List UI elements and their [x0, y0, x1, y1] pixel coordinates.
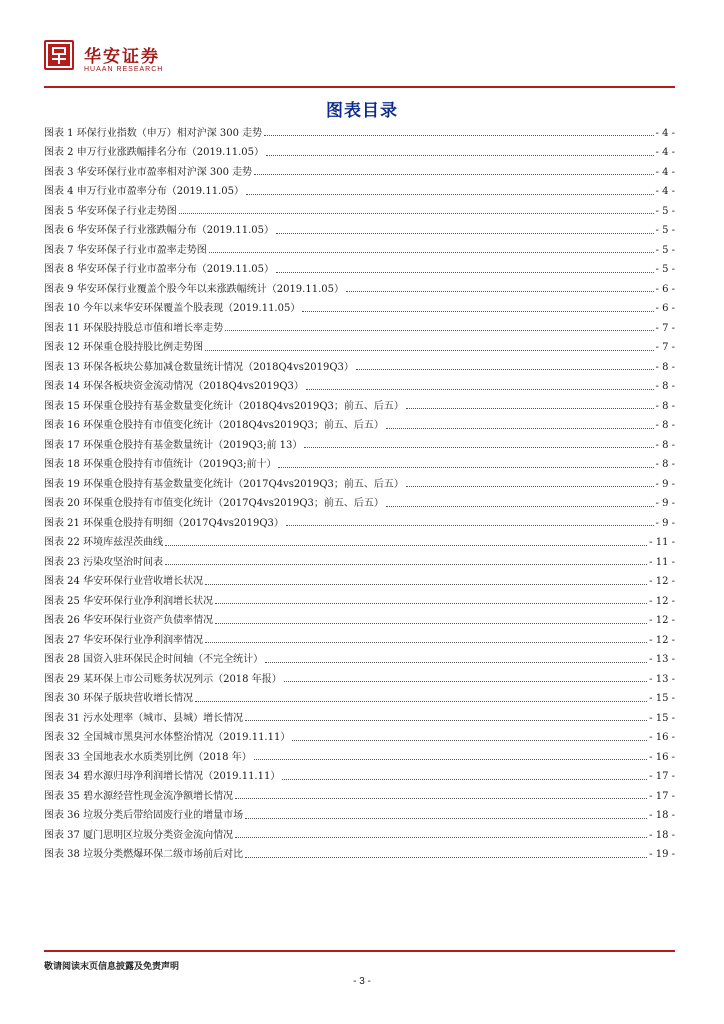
toc-entry-label: 图表 30 环保子版块营收增长情况: [44, 693, 194, 705]
toc-leader-dots: [245, 711, 647, 721]
toc-entry-label: 图表 34 碧水源归母净利润增长情况（2019.11.11）: [44, 771, 281, 783]
toc-entry-label: 图表 16 环保重仓股持有市值变化统计（2018Q4vs2019Q3；前五、后五）: [44, 420, 384, 432]
page-number: - 3 -: [353, 976, 371, 987]
toc-entry-page: - 8 -: [655, 361, 675, 373]
toc-leader-dots: [179, 204, 654, 214]
toc-entry-page: - 13 -: [649, 654, 675, 666]
toc-entry-label: 图表 20 环保重仓股持有市值变化统计（2017Q4vs2019Q3；前五、后五）: [44, 498, 384, 510]
toc-leader-dots: [235, 828, 647, 838]
header-divider: [44, 86, 675, 88]
toc-entry-page: - 18 -: [649, 829, 675, 841]
toc-entry-label: 图表 1 环保行业指数（申万）相对沪深 300 走势: [44, 127, 263, 139]
toc-entry[interactable]: [44, 280, 675, 300]
toc-entry-label: 图表 35 碧水源经营性现金流净额增长情况: [44, 790, 234, 802]
footer-divider: [44, 950, 675, 952]
toc-entry-page: - 15 -: [649, 693, 675, 705]
toc-leader-dots: [215, 614, 647, 624]
toc-entry-page: - 5 -: [655, 205, 675, 217]
toc-leader-dots: [282, 770, 647, 780]
toc-entry-label: 图表 38 垃圾分类燃爆环保二级市场前后对比: [44, 849, 244, 861]
toc-leader-dots: [286, 516, 654, 526]
toc-entry-page: - 4 -: [655, 127, 675, 139]
toc-entry-page: - 8 -: [655, 439, 675, 451]
toc-entry-label: 图表 5 华安环保子行业走势图: [44, 205, 177, 217]
toc-leader-dots: [276, 263, 654, 273]
toc-entry-page: - 4 -: [655, 147, 675, 159]
toc-entry-page: - 12 -: [649, 634, 675, 646]
page-title: 图表目录: [326, 101, 398, 121]
toc-entry-page: - 16 -: [649, 751, 675, 763]
toc-leader-dots: [205, 341, 653, 351]
toc-entry[interactable]: [44, 378, 675, 398]
toc-entry-label: 图表 33 全国地表水水质类别比例（2018 年）: [44, 751, 252, 763]
toc-entry-page: - 4 -: [655, 186, 675, 198]
toc-entry-label: 图表 32 全国城市黑臭河水体整治情况（2019.11.11）: [44, 732, 291, 744]
toc-entry[interactable]: [44, 748, 675, 768]
toc-entry-label: 图表 8 华安环保子行业市盈率分布（2019.11.05）: [44, 264, 274, 276]
toc-entry[interactable]: [44, 768, 675, 788]
toc-entry-label: 图表 31 污水处理率（城市、县城）增长情况: [44, 712, 244, 724]
toc-entry[interactable]: [44, 631, 675, 651]
toc-leader-dots: [195, 692, 647, 702]
toc-entry[interactable]: [44, 514, 675, 534]
toc-entry-page: - 5 -: [655, 244, 675, 256]
toc-entry[interactable]: [44, 319, 675, 339]
toc-entry[interactable]: [44, 436, 675, 456]
toc-leader-dots: [215, 594, 647, 604]
toc-entry-label: 图表 25 华安环保行业净利润增长状况: [44, 595, 214, 607]
toc-leader-dots: [225, 321, 653, 331]
toc-entry-label: 图表 27 华安环保行业净利润率情况: [44, 634, 204, 646]
toc-entry-page: - 11 -: [649, 556, 675, 568]
toc-entry-label: 图表 26 华安环保行业资产负债率情况: [44, 615, 214, 627]
toc-entry[interactable]: [44, 124, 675, 144]
toc-entry[interactable]: [44, 495, 675, 515]
toc-entry-label: 图表 3 华安环保行业市盈率相对沪深 300 走势: [44, 166, 253, 178]
toc-entry-label: 图表 19 环保重仓股持有基金数量变化统计（2017Q4vs2019Q3；前五、后五）: [44, 478, 404, 490]
toc-leader-dots: [235, 789, 647, 799]
header: [44, 40, 684, 88]
toc-leader-dots: [386, 419, 654, 429]
toc-entry-label: 图表 22 环境库兹涅茨曲线: [44, 537, 164, 549]
toc-entry-page: - 12 -: [649, 576, 675, 588]
toc-entry[interactable]: [44, 670, 675, 690]
toc-entry[interactable]: [44, 826, 675, 846]
toc-entry-label: 图表 12 环保重仓股持股比例走势图: [44, 342, 204, 354]
toc-leader-dots: [292, 731, 647, 741]
toc-leader-dots: [264, 126, 653, 136]
toc-leader-dots: [278, 458, 653, 468]
toc-leader-dots: [406, 399, 654, 409]
toc-entry-label: 图表 17 环保重仓股持有基金数量统计（2019Q3;前 13）: [44, 439, 303, 451]
toc-leader-dots: [245, 848, 647, 858]
toc-entry-label: 图表 18 环保重仓股持有市值统计（2019Q3;前十）: [44, 459, 277, 471]
toc-leader-dots: [406, 477, 654, 487]
toc-entry-label: 图表 14 环保各板块资金流动情况（2018Q4vs2019Q3）: [44, 381, 304, 393]
toc-leader-dots: [246, 185, 654, 195]
toc-leader-dots: [205, 575, 647, 585]
toc-entry[interactable]: [44, 358, 675, 378]
toc-entry-label: 图表 4 申万行业市盈率分布（2019.11.05）: [44, 186, 244, 198]
toc-entry[interactable]: [44, 573, 675, 593]
toc-entry-page: - 17 -: [649, 771, 675, 783]
toc-entry[interactable]: [44, 729, 675, 749]
toc-entry[interactable]: [44, 144, 675, 164]
toc-entry-page: - 11 -: [649, 537, 675, 549]
toc-leader-dots: [304, 438, 653, 448]
toc-leader-dots: [356, 360, 654, 370]
toc-entry[interactable]: [44, 300, 675, 320]
toc-entry[interactable]: [44, 456, 675, 476]
toc-leader-dots: [306, 380, 654, 390]
toc-entry-page: - 6 -: [655, 303, 675, 315]
table-of-figures: [44, 124, 675, 865]
toc-leader-dots: [346, 282, 654, 292]
toc-entry-label: 图表 6 华安环保子行业涨跌幅分布（2019.11.05）: [44, 225, 274, 237]
toc-entry[interactable]: [44, 534, 675, 554]
toc-entry-page: - 6 -: [655, 283, 675, 295]
toc-entry-page: - 8 -: [655, 459, 675, 471]
toc-entry-page: - 19 -: [649, 849, 675, 861]
toc-entry-page: - 9 -: [655, 478, 675, 490]
brand-name: 华安证券: [84, 47, 160, 67]
toc-leader-dots: [266, 146, 654, 156]
toc-leader-dots: [165, 555, 647, 565]
toc-leader-dots: [265, 653, 647, 663]
toc-entry-label: 图表 24 华安环保行业营收增长状况: [44, 576, 204, 588]
toc-entry-page: - 12 -: [649, 615, 675, 627]
toc-leader-dots: [302, 302, 653, 312]
toc-entry[interactable]: [44, 475, 675, 495]
toc-entry-label: 图表 10 今年以来华安环保覆盖个股表现（2019.11.05）: [44, 303, 301, 315]
toc-entry-page: - 15 -: [649, 712, 675, 724]
toc-entry[interactable]: [44, 163, 675, 183]
brand-name-english: HUAAN RESEARCH: [84, 66, 164, 73]
toc-entry-page: - 9 -: [655, 517, 675, 529]
toc-entry[interactable]: [44, 339, 675, 359]
toc-entry-label: 图表 11 环保股持股总市值和增长率走势: [44, 322, 224, 334]
toc-entry-page: - 17 -: [649, 790, 675, 802]
toc-leader-dots: [284, 672, 647, 682]
toc-entry-label: 图表 29 某环保上市公司账务状况列示（2018 年报）: [44, 673, 282, 685]
toc-entry[interactable]: [44, 612, 675, 632]
toc-entry[interactable]: [44, 261, 675, 281]
toc-entry[interactable]: [44, 807, 675, 827]
toc-entry-label: 图表 23 污染攻坚治时间表: [44, 556, 164, 568]
toc-entry-label: 图表 36 垃圾分类后带给固废行业的增量市场: [44, 810, 244, 822]
disclaimer-text: 敬请阅读末页信息披露及免责声明: [44, 962, 180, 972]
toc-entry[interactable]: [44, 651, 675, 671]
toc-entry-page: - 8 -: [655, 400, 675, 412]
toc-entry-page: - 13 -: [649, 673, 675, 685]
toc-entry-page: - 4 -: [655, 166, 675, 178]
toc-entry-page: - 16 -: [649, 732, 675, 744]
toc-entry-page: - 7 -: [655, 322, 675, 334]
toc-leader-dots: [245, 809, 647, 819]
toc-leader-dots: [254, 165, 653, 175]
toc-entry[interactable]: [44, 222, 675, 242]
toc-entry-page: - 9 -: [655, 498, 675, 510]
toc-entry-label: 图表 9 华安环保行业覆盖个股今年以来涨跌幅统计（2019.11.05）: [44, 283, 344, 295]
toc-entry-page: - 5 -: [655, 225, 675, 237]
toc-leader-dots: [254, 750, 647, 760]
toc-entry-label: 图表 15 环保重仓股持有基金数量变化统计（2018Q4vs2019Q3；前五、后五）: [44, 400, 404, 412]
toc-entry-label: 图表 13 环保各板块公募加减仓数量统计情况（2018Q4vs2019Q3）: [44, 361, 354, 373]
toc-entry-label: 图表 7 华安环保子行业市盈率走势图: [44, 244, 207, 256]
toc-entry-label: 图表 37 厦门思明区垃圾分类资金流向情况: [44, 829, 234, 841]
toc-entry-page: - 7 -: [655, 342, 675, 354]
toc-entry[interactable]: [44, 709, 675, 729]
toc-entry-label: 图表 2 申万行业涨跌幅排名分布（2019.11.05）: [44, 147, 264, 159]
toc-entry[interactable]: [44, 553, 675, 573]
toc-entry-label: 图表 21 环保重仓股持有明细（2017Q4vs2019Q3）: [44, 517, 284, 529]
toc-entry-page: - 8 -: [655, 420, 675, 432]
toc-leader-dots: [165, 536, 647, 546]
toc-entry[interactable]: [44, 202, 675, 222]
toc-entry-page: - 5 -: [655, 264, 675, 276]
toc-leader-dots: [209, 243, 654, 253]
toc-leader-dots: [276, 224, 654, 234]
toc-entry[interactable]: [44, 183, 675, 203]
toc-entry[interactable]: [44, 690, 675, 710]
toc-entry-page: - 8 -: [655, 381, 675, 393]
toc-entry[interactable]: [44, 846, 675, 866]
toc-entry-page: - 12 -: [649, 595, 675, 607]
toc-entry[interactable]: [44, 592, 675, 612]
toc-entry[interactable]: [44, 417, 675, 437]
toc-entry[interactable]: [44, 787, 675, 807]
toc-entry[interactable]: [44, 397, 675, 417]
toc-leader-dots: [386, 497, 654, 507]
toc-leader-dots: [205, 633, 647, 643]
toc-entry[interactable]: [44, 241, 675, 261]
toc-entry-label: 图表 28 国资入驻环保民企时间轴（不完全统计）: [44, 654, 264, 666]
logo-seal-icon: [44, 40, 74, 70]
toc-entry-page: - 18 -: [649, 810, 675, 822]
